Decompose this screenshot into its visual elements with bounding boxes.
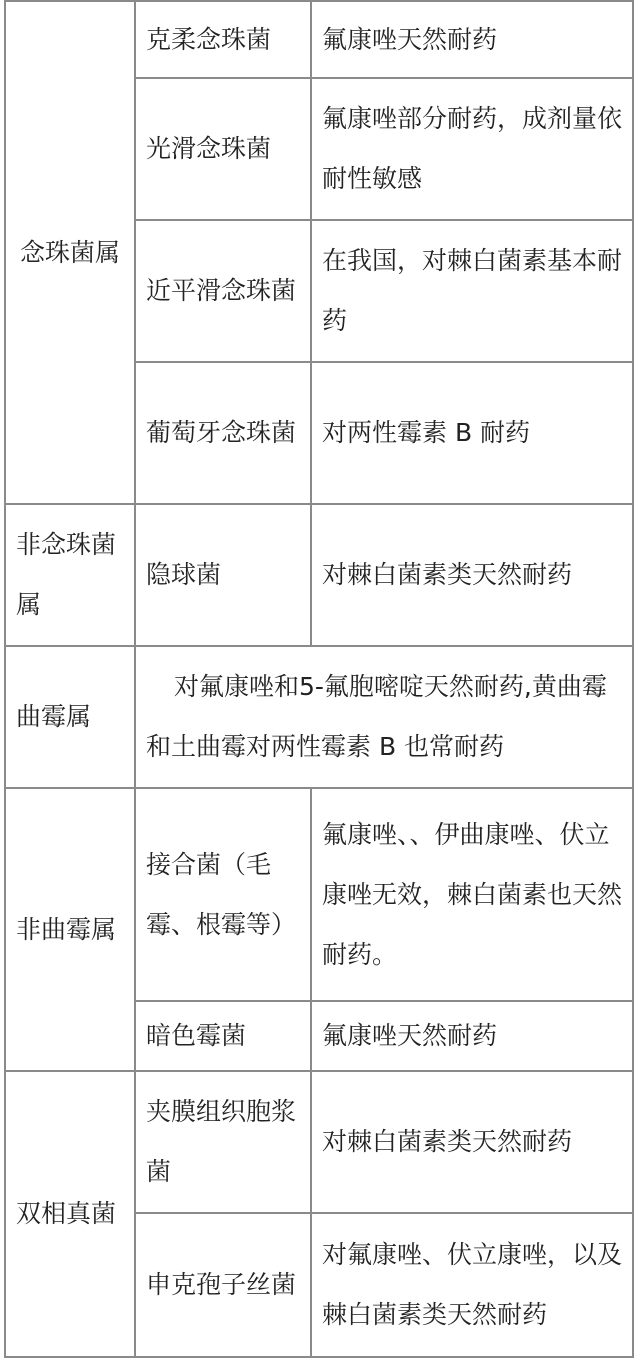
species-cell: 隐球菌 bbox=[135, 504, 311, 646]
genus-cell: 念珠菌属 bbox=[5, 1, 135, 504]
genus-cell: 双相真菌 bbox=[5, 1071, 135, 1357]
species-cell: 申克孢子丝菌 bbox=[135, 1213, 311, 1357]
species-cell: 克柔念珠菌 bbox=[135, 1, 311, 78]
resistance-cell: 氟康唑天然耐药 bbox=[311, 1001, 633, 1071]
genus-cell: 非念珠菌属 bbox=[5, 504, 135, 646]
genus-cell: 曲霉属 bbox=[5, 646, 135, 788]
resistance-cell: 对棘白菌素类天然耐药 bbox=[311, 504, 633, 646]
resistance-cell: 对棘白菌素类天然耐药 bbox=[311, 1071, 633, 1213]
resistance-cell: 氟康唑、、伊曲康唑、伏立康唑无效，棘白菌素也天然耐药。 bbox=[311, 788, 633, 1001]
genus-cell: 非曲霉属 bbox=[5, 788, 135, 1071]
table-row bbox=[5, 504, 633, 646]
species-cell: 暗色霉菌 bbox=[135, 1001, 311, 1071]
species-cell: 接合菌（毛霉、根霉等） bbox=[135, 788, 311, 1001]
table-row bbox=[5, 1071, 633, 1213]
resistance-cell: 对氟康唑、伏立康唑，以及棘白菌素类天然耐药 bbox=[311, 1213, 633, 1357]
table-row bbox=[5, 788, 633, 1001]
species-cell: 近平滑念珠菌 bbox=[135, 220, 311, 362]
resistance-cell: 对两性霉素 B 耐药 bbox=[311, 362, 633, 504]
antifungal-resistance-table bbox=[4, 0, 634, 1358]
resistance-cell: 氟康唑天然耐药 bbox=[311, 1, 633, 78]
species-cell: 夹膜组织胞浆菌 bbox=[135, 1071, 311, 1213]
resistance-cell: 对氟康唑和5-氟胞嘧啶天然耐药,黄曲霉和土曲霉对两性霉素 B 也常耐药 bbox=[135, 646, 633, 788]
table-row bbox=[5, 646, 633, 788]
species-cell: 葡萄牙念珠菌 bbox=[135, 362, 311, 504]
table-row bbox=[5, 1, 633, 78]
resistance-cell: 氟康唑部分耐药，成剂量依耐性敏感 bbox=[311, 78, 633, 220]
resistance-cell: 在我国，对棘白菌素基本耐药 bbox=[311, 220, 633, 362]
species-cell: 光滑念珠菌 bbox=[135, 78, 311, 220]
